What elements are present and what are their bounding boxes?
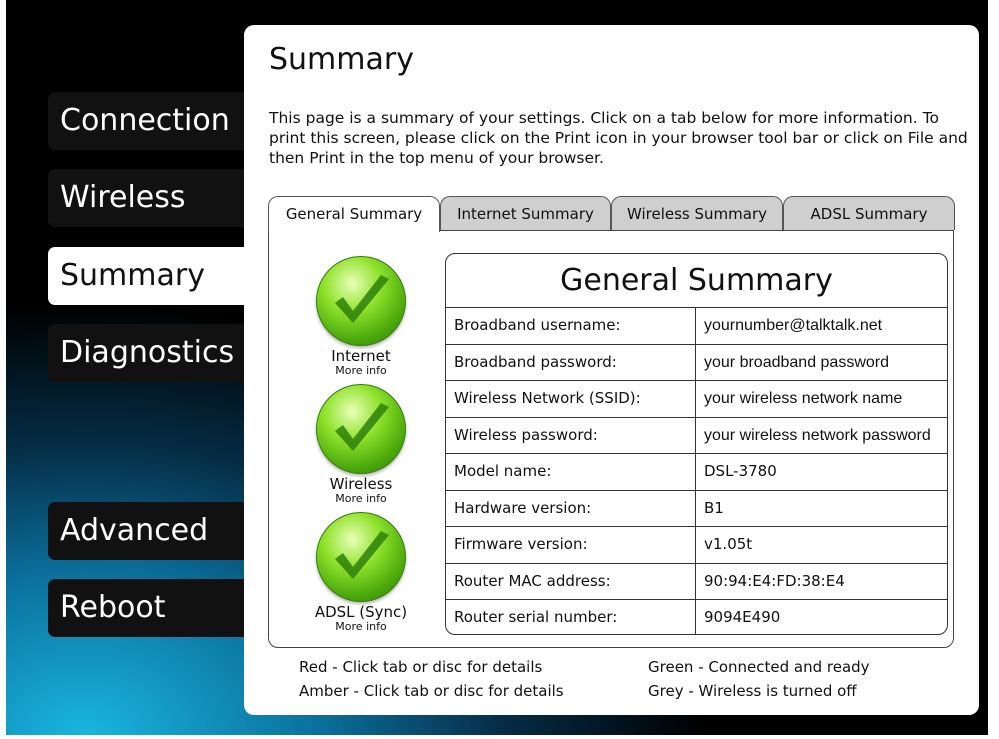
nav-connection[interactable]: Connection: [48, 92, 248, 150]
wireless-status-disc[interactable]: [316, 384, 406, 474]
checkmark-icon: [317, 385, 405, 473]
table-row: [446, 491, 947, 528]
tab-wireless-summary[interactable]: Wireless Summary: [611, 196, 783, 230]
row-label: Broadband username:: [446, 308, 696, 344]
tab-internet-summary[interactable]: Internet Summary: [440, 196, 611, 230]
row-value: 90:94:E4:FD:38:E4: [704, 571, 845, 590]
tab-adsl-summary[interactable]: ADSL Summary: [783, 196, 955, 230]
table-row: [446, 381, 947, 418]
table-row: [446, 454, 947, 491]
internet-status-disc[interactable]: [316, 256, 406, 346]
row-value: DSL-3780: [704, 462, 777, 480]
internet-label: Internet: [331, 347, 391, 365]
row-value: v1.05t: [704, 535, 753, 553]
row-label: Router MAC address:: [446, 564, 696, 600]
wireless-more-info-link[interactable]: More info: [335, 492, 387, 505]
intro-text: This page is a summary of your settings. Click on a tab below for more information. To print this screen, please click on the Print icon in your browser tool bar or click on File and then Print in the top menu of your browser.: [269, 109, 968, 167]
legend-amber: Amber - Click tab or disc for details: [299, 682, 564, 700]
main-panel: [244, 25, 979, 715]
general-summary-table: [445, 253, 948, 635]
row-label: Wireless Network (SSID):: [446, 381, 696, 417]
tab-content: [268, 230, 954, 648]
legend-red: Red - Click tab or disc for details: [299, 658, 543, 676]
checkmark-icon: [317, 513, 405, 601]
background: [6, 0, 988, 735]
table-row: [446, 564, 947, 601]
row-value: yournumber@talktalk.net: [704, 317, 883, 334]
nav-diagnostics[interactable]: Diagnostics: [48, 324, 248, 382]
table-row: [446, 418, 947, 455]
checkmark-icon: [317, 257, 405, 345]
internet-more-info-link[interactable]: More info: [335, 364, 387, 377]
nav-wireless[interactable]: Wireless: [48, 169, 248, 227]
row-label: Router serial number:: [446, 600, 696, 635]
wireless-label: Wireless: [329, 475, 393, 493]
row-label: Model name:: [446, 454, 696, 490]
row-value: 9094E490: [704, 608, 781, 626]
summary-tabs: [268, 196, 955, 231]
table-row: [446, 527, 947, 564]
status-internet[interactable]: [306, 256, 416, 377]
row-value: your broadband password: [704, 353, 890, 371]
row-label: Hardware version:: [446, 491, 696, 527]
adsl-more-info-link[interactable]: More info: [335, 620, 387, 633]
legend-green: Green - Connected and ready: [648, 658, 870, 676]
general-summary-heading: General Summary: [446, 254, 947, 308]
row-value: your wireless network name: [704, 390, 903, 407]
status-adsl[interactable]: [306, 512, 416, 633]
table-row: [446, 345, 947, 382]
page-title: Summary: [269, 42, 414, 77]
row-value: B1: [704, 498, 724, 517]
nav-reboot[interactable]: Reboot: [48, 579, 248, 637]
row-value: your wireless network password: [704, 426, 931, 444]
row-label: Firmware version:: [446, 527, 696, 563]
row-label: Wireless password:: [446, 418, 696, 454]
legend-grey: Grey - Wireless is turned off: [648, 682, 857, 700]
row-label: Broadband password:: [446, 345, 696, 381]
tab-general-summary[interactable]: General Summary: [268, 196, 440, 232]
table-row: [446, 600, 947, 635]
status-wireless[interactable]: [306, 384, 416, 505]
nav-advanced[interactable]: Advanced: [48, 502, 248, 560]
adsl-status-disc[interactable]: [316, 512, 406, 602]
nav-summary[interactable]: Summary: [48, 247, 258, 305]
adsl-label: ADSL (Sync): [314, 603, 408, 621]
table-row: [446, 308, 947, 345]
